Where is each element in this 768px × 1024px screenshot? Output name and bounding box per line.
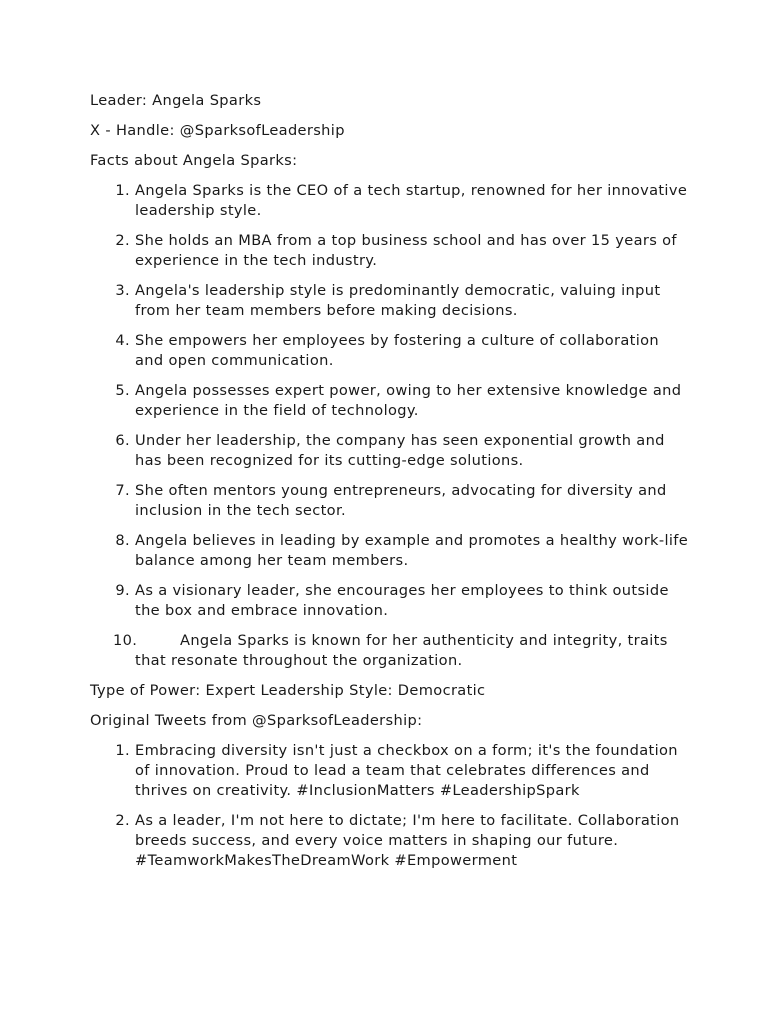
facts-heading: Facts about Angela Sparks: xyxy=(90,152,298,169)
fact-item xyxy=(90,381,690,421)
fact-number: 7. xyxy=(115,482,130,499)
fact-text: She often mentors young entrepreneurs, advocating for diversity and inclusion in the tech sector. xyxy=(135,482,667,519)
handle-line: X - Handle: @SparksofLeadership xyxy=(90,122,345,139)
fact-text: As a visionary leader, she encourages her employees to think outside the box and embrace innovation. xyxy=(135,582,669,619)
fact-number: 3. xyxy=(115,282,130,299)
fact-item xyxy=(90,581,690,621)
fact-number: 9. xyxy=(115,582,130,599)
tweet-number: 1. xyxy=(115,742,130,759)
tweet-number: 2. xyxy=(115,812,130,829)
fact-text: Angela's leadership style is predominantly democratic, valuing input from her team members before making decisions. xyxy=(135,282,661,319)
fact-item xyxy=(90,481,690,521)
fact-item xyxy=(90,231,690,271)
fact-number: 6. xyxy=(115,432,130,449)
fact-item xyxy=(90,281,690,321)
fact-text: She empowers her employees by fostering a culture of collaboration and open communication. xyxy=(135,332,660,369)
fact-item xyxy=(90,531,690,571)
tweet-text: As a leader, I'm not here to dictate; I'm here to facilitate. Collaboration breeds success, and every voice matters in shaping our future. #TeamworkMakesTheDreamWork #Empowerment xyxy=(135,812,680,869)
fact-item xyxy=(90,181,690,221)
tweets-heading: Original Tweets from @SparksofLeadership: xyxy=(90,712,423,729)
document-page xyxy=(90,91,690,881)
tweets-list xyxy=(90,741,690,871)
fact-text: She holds an MBA from a top business school and has over 15 years of experience in the tech industry. xyxy=(135,232,677,269)
tweet-item xyxy=(90,811,690,871)
fact-text: Under her leadership, the company has seen exponential growth and has been recognized for its cutting-edge solutions. xyxy=(135,432,665,469)
fact-text: Angela Sparks is the CEO of a tech startup, renowned for her innovative leadership style. xyxy=(135,182,688,219)
fact-number: 1. xyxy=(115,182,130,199)
tweet-item xyxy=(90,741,690,801)
fact-item xyxy=(90,431,690,471)
tweet-text: Embracing diversity isn't just a checkbox on a form; it's the foundation of innovation. Proud to lead a team that celebrates differences and thrives on creativity. #InclusionMatters #LeadershipSpark xyxy=(135,742,678,799)
fact-item xyxy=(90,331,690,371)
facts-list xyxy=(90,181,690,671)
fact-number: 8. xyxy=(115,532,130,549)
leader-line: Leader: Angela Sparks xyxy=(90,92,262,109)
fact-text: Angela believes in leading by example and promotes a healthy work-life balance among her team members. xyxy=(135,532,689,569)
fact-text: Angela Sparks is known for her authenticity and integrity, traits that resonate throughout the organization. xyxy=(135,632,668,669)
fact-number: 10. xyxy=(113,632,138,649)
power-style-line: Type of Power: Expert Leadership Style: Democratic xyxy=(90,682,486,699)
fact-text: Angela possesses expert power, owing to her extensive knowledge and experience in the field of technology. xyxy=(135,382,682,419)
fact-number: 5. xyxy=(115,382,130,399)
fact-number: 4. xyxy=(115,332,130,349)
fact-item xyxy=(90,631,690,671)
fact-number: 2. xyxy=(115,232,130,249)
